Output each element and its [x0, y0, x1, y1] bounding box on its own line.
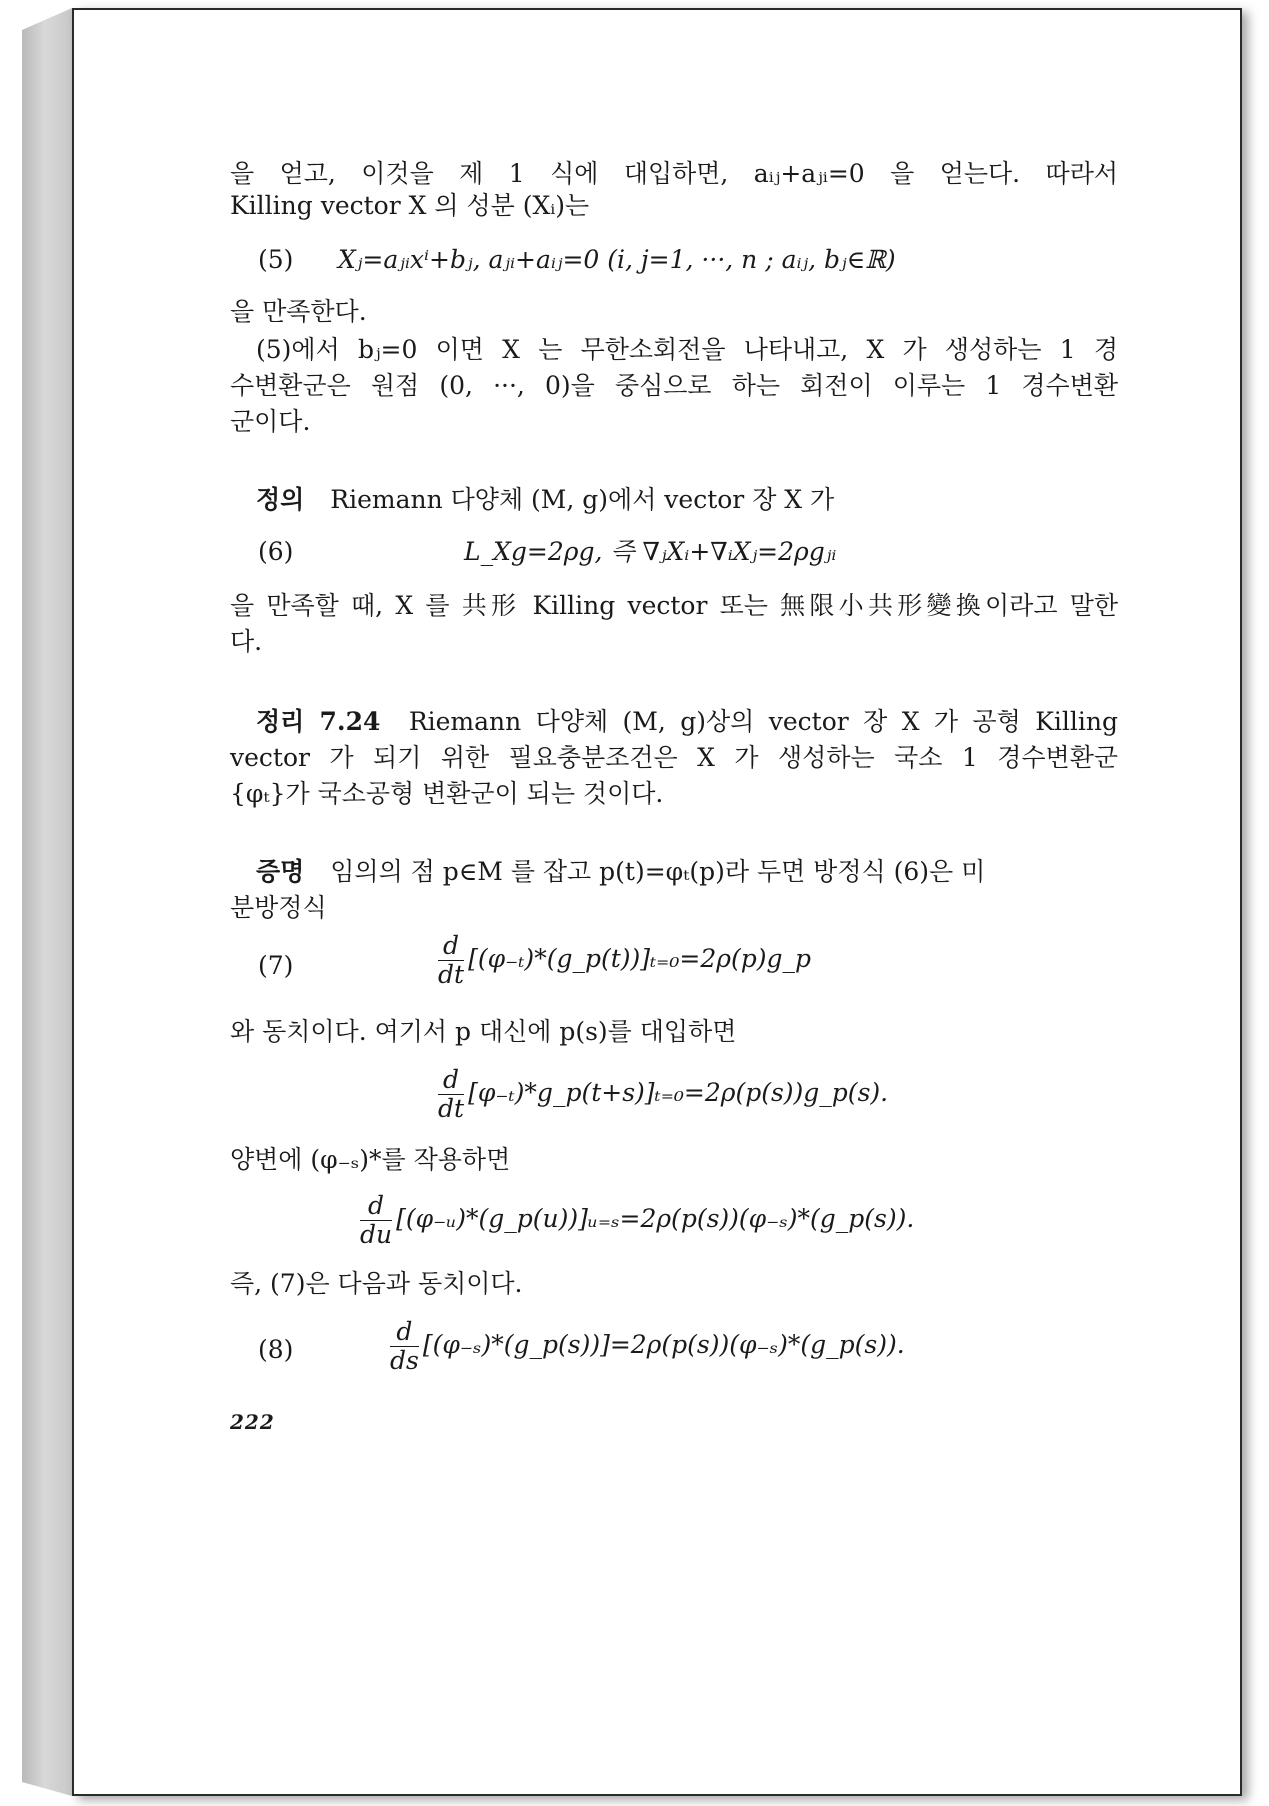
definition-text: Riemann 다양체 (M, g)에서 vector 장 X 가	[330, 485, 835, 514]
text-line: 즉, (7)은 다음과 동치이다.	[230, 1269, 523, 1298]
text-line: {φₜ}가 국소공형 변환군이 되는 것이다.	[230, 779, 664, 808]
proof-heading	[256, 856, 1118, 888]
fraction-numerator: d	[438, 1066, 464, 1095]
fraction-denominator: ds	[390, 1346, 419, 1375]
definition-heading	[256, 484, 1118, 516]
text-line: 을 얻고, 이것을 제 1 식에 대입하면, aᵢⱼ+aⱼᵢ=0 을 얻는다. 따라서	[230, 159, 1118, 188]
fraction	[360, 1192, 392, 1249]
equation	[360, 1192, 914, 1249]
text-line: 수변환군은 원점 (0, ···, 0)을 중심으로 하는 회전이 이루는 1 경수변환	[230, 371, 1118, 400]
proof-label: 증명	[256, 857, 305, 886]
equation-body: [φ₋ₜ)*g_p(t+s)]ₜ₌₀=2ρ(p(s))g_p(s).	[468, 1078, 889, 1107]
equation-number: (8)	[258, 1335, 294, 1364]
text-line: 양변에 (φ₋ₛ)*를 작용하면	[230, 1145, 511, 1174]
text-line: 분방정식	[230, 893, 327, 922]
equation: Xⱼ=aⱼᵢxⁱ+bⱼ, aⱼᵢ+aᵢⱼ=0 (i, j=1, ···, n ; aᵢⱼ, bⱼ∈ℝ)	[338, 245, 896, 274]
text-line: 다.	[230, 627, 263, 656]
equation-number: (7)	[258, 951, 294, 980]
text-line: Killing vector X 의 성분 (Xᵢ)는	[230, 191, 590, 220]
text-line: 을 만족할 때, X 를 共形 Killing vector 또는 無限小共形變換이라고 말한	[230, 591, 1118, 620]
equation-body: [(φ₋ₛ)*(g_p(s))]=2ρ(p(s))(φ₋ₛ)*(g_p(s)).	[422, 1330, 905, 1359]
fraction-denominator: du	[360, 1220, 393, 1249]
equation-number: (5)	[258, 245, 294, 274]
text-line: 와 동치이다. 여기서 p 대신에 p(s)를 대입하면	[230, 1017, 737, 1046]
page-number: 222	[230, 1410, 275, 1434]
page-content	[230, 0, 1118, 1806]
fraction-denominator: dt	[438, 960, 465, 989]
book-spine	[22, 8, 72, 1796]
fraction-denominator: dt	[438, 1094, 465, 1123]
definition-label: 정의	[256, 485, 305, 514]
proof-text: 임의의 점 p∈M 를 잡고 p(t)=φₜ(p)라 두면 방정식 (6)은 미	[330, 857, 986, 886]
fraction	[438, 932, 464, 989]
equation-number: (6)	[258, 537, 294, 566]
fraction-numerator: d	[360, 1192, 392, 1221]
theorem-heading	[256, 706, 1118, 738]
equation	[390, 1318, 905, 1375]
text-line: (5)에서 bⱼ=0 이면 X 는 무한소회전을 나타내고, X 가 생성하는 1 경	[256, 335, 1118, 364]
equation	[438, 932, 811, 989]
fraction	[390, 1318, 419, 1375]
theorem-label: 정리 7.24	[256, 707, 381, 736]
fraction	[438, 1066, 464, 1123]
text-line: 군이다.	[230, 407, 311, 436]
equation-body: [(φ₋ᵤ)*(g_p(u))]ᵤ₌ₛ=2ρ(p(s))(φ₋ₛ)*(g_p(s)).	[396, 1204, 915, 1233]
text-line: vector 가 되기 위한 필요충분조건은 X 가 생성하는 국소 1 경수변환군	[230, 743, 1118, 772]
equation-body: [(φ₋ₜ)*(g_p(t))]ₜ₌₀=2ρ(p)g_p	[468, 944, 811, 973]
equation	[438, 1066, 888, 1123]
fraction-numerator: d	[390, 1318, 419, 1347]
theorem-text: Riemann 다양체 (M, g)상의 vector 장 X 가 공형 Killing	[408, 707, 1118, 736]
fraction-numerator: d	[438, 932, 464, 961]
equation: L_Xg=2ρg, 즉 ∇ⱼXᵢ+∇ᵢXⱼ=2ρgⱼᵢ	[464, 537, 837, 566]
text-line: 을 만족한다.	[230, 297, 367, 326]
